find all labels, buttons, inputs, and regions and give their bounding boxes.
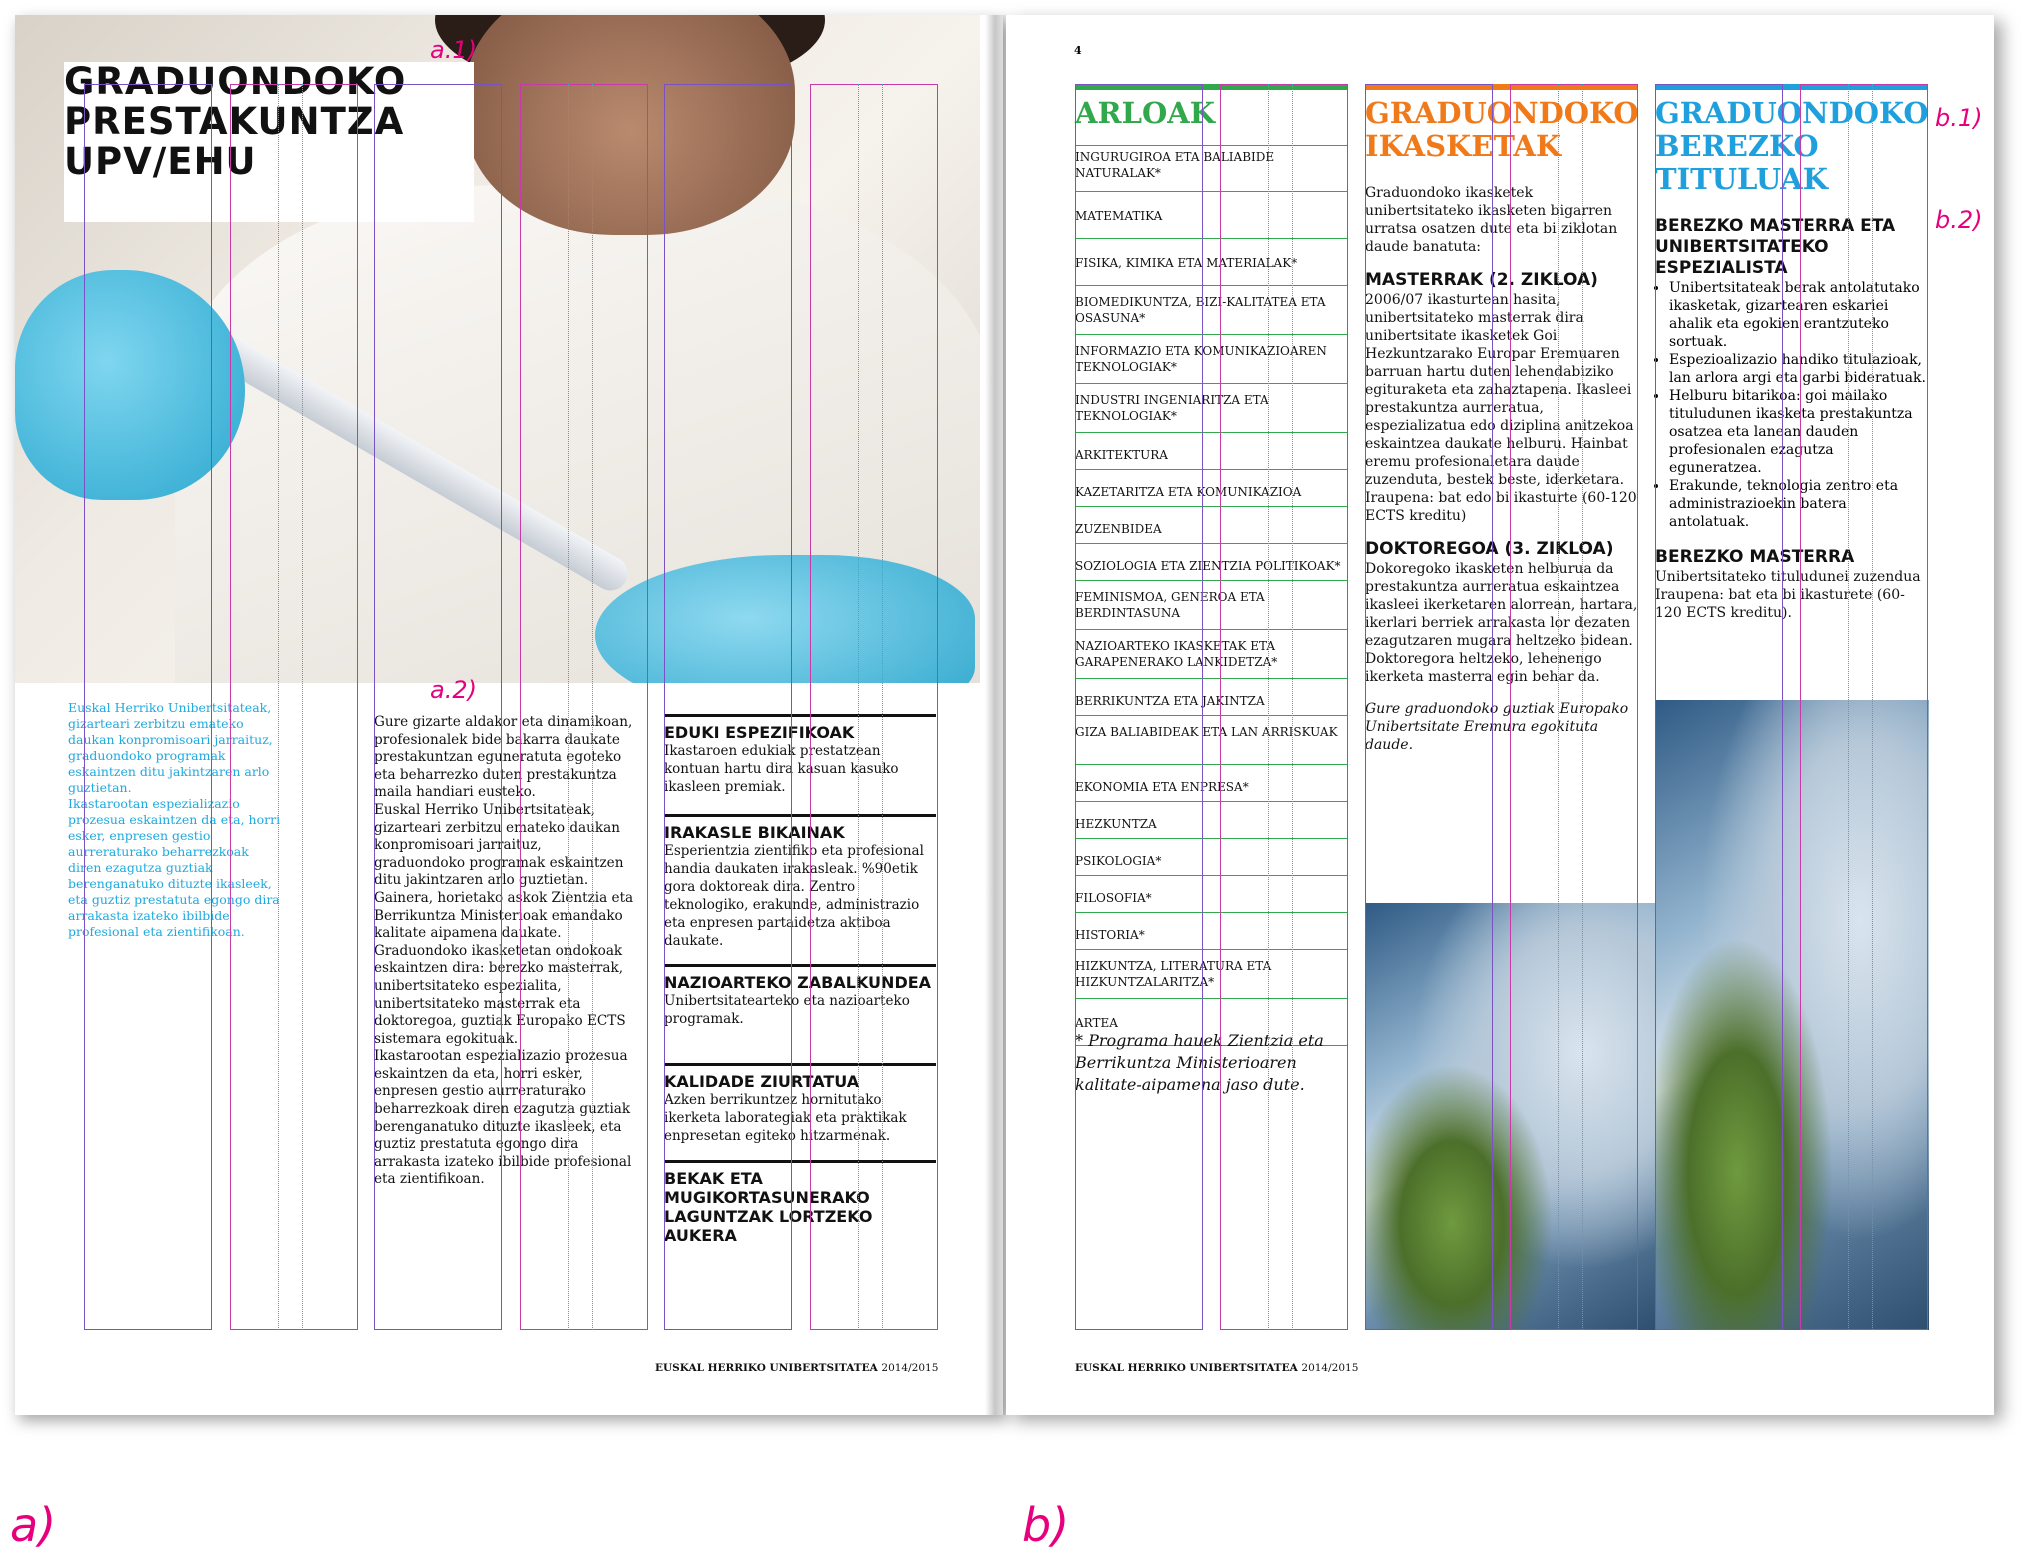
- list-item: HIZKUNTZA, LITERATURA ETA HIZKUNTZALARITZA*: [1075, 950, 1347, 999]
- feature-box: [664, 814, 936, 950]
- page-number: 4: [1074, 44, 1082, 57]
- feature-text: Unibertsitatearteko eta nazioarteko programak.: [664, 993, 910, 1027]
- aerial-photo-top: [1655, 700, 1929, 1330]
- list-item: INFORMAZIO ETA KOMUNIKAZIOAREN TEKNOLOGIAK*: [1075, 335, 1347, 384]
- list-item: GIZA BALIABIDEAK ETA LAN ARRISKUAK: [1075, 716, 1347, 765]
- list-item: • Helburu bitarikoa: goi mailako tituludunen ikasketa prestakuntza osatzea eta lanean dauden profesionalen ezagutza eguneratzea.: [1669, 387, 1930, 477]
- list-item: KAZETARITZA ETA KOMUNIKAZIOA: [1075, 470, 1347, 507]
- feature-text: Azken berrikuntzez hornitutako ikerketa laborategiak eta praktikak enpresetan egiteko hitzarmenak.: [664, 1092, 907, 1144]
- footer-university: EUSKAL HERRIKO UNIBERTSITATEA: [655, 1362, 878, 1374]
- master-text: 2006/07 ikasturtean hasita, unibertsitateko masterrak dira unibertsitate ikasketek Goi Hezkuntzarako Europar Eremuaren barruan hartu duten lehendabiziko egituraketa eta zahaztapena. Ikasleei prestakuntza aurreratua, espezializatua edo diziplina anitzekoa eskaintzea daukate helburu. Hainbat eremu profesionaletara daude zuzenduta, bestek beste, iderketara. Iraupena: bat edo bi ikasturte (60-120 ECTS kreditu): [1365, 292, 1637, 524]
- berezko-masterra-heading: BEREZKO MASTERRA: [1655, 547, 1855, 567]
- feature-box: [664, 714, 936, 796]
- main-title: [64, 62, 474, 222]
- label-a2: a.2): [430, 676, 477, 704]
- tituluak-title-line: BEREZKO: [1655, 129, 1819, 163]
- face-shape: [465, 15, 795, 235]
- ikasketak-title-line: IKASKETAK: [1365, 129, 1562, 163]
- title-line-3: UPV/EHU: [64, 140, 257, 183]
- intro-blue-para: Euskal Herriko Unibertsitateak, gizarteari zerbitzu emateko daukan konpromisoari jarraituz, graduondoko programak eskaintzen ditu jakintzaren arlo guztietan. Ikastarootan espezializazio prozesua eskaintzen da eta, horri esker, enpresen gestio aurreraturako beharrezkoak diren ezagutza guztiak berenganatuko dituzte ikasleek, eta guztiz prestatuta egongo dira arrakasta izateko ibilbide profesional eta zientifikoan.: [68, 700, 281, 939]
- feature-box: [664, 1063, 936, 1145]
- label-b1: b.1): [1935, 104, 1983, 132]
- feature-text: Ikastaroen edukiak prestatzean kontuan hartu dira kasuan kasuko ikasleen premiak.: [664, 743, 899, 795]
- ikasketak-intro: Graduondoko ikasketek unibertsitateko ikasketen bigarren urratsa osatzen dute eta bi ziklotan daude banatuta:: [1365, 185, 1618, 255]
- list-item: MATEMATIKA: [1075, 192, 1347, 239]
- list-item: • Espezioalizazio handiko titulazioak, lan arlora argi eta garbi bideratuak.: [1669, 351, 1930, 387]
- arloak-title: ARLOAK: [1075, 96, 1215, 130]
- list-item: FISIKA, KIMIKA ETA MATERIALAK*: [1075, 239, 1347, 286]
- ikasketak-title-line: GRADUONDOKO: [1365, 96, 1639, 130]
- list-item: EKONOMIA ETA ENPRESA*: [1075, 765, 1347, 802]
- list-item: PSIKOLOGIA*: [1075, 839, 1347, 876]
- label-b2: b.2): [1935, 206, 1983, 234]
- list-item: BERRIKUNTZA ETA JAKINTZA: [1075, 679, 1347, 716]
- footer-year: 2014/2015: [1301, 1362, 1359, 1374]
- feature-title: NAZIOARTEKO ZABALKUNDEA: [664, 973, 932, 992]
- intro-blue-text: [68, 700, 283, 940]
- master-heading: MASTERRAK (2. ZIKLOA): [1365, 270, 1598, 290]
- aerial-photo-bottom: [1365, 903, 1655, 1330]
- berezko-masterra-text: Unibertsitateko tituludunei zuzendua Iraupena: bat eta bi ikasturete (60-120 ECTS kreditu).: [1655, 569, 1921, 621]
- feature-box: [664, 1160, 936, 1245]
- doktore-text: Dokoregoko ikasketen helburua da prestakuntza aurreratua eskaintzea ikasleei ikerketaren alorrean, hartara, ikerlari berriek arrakasta lor dezaten ezagutzaren mugara heltzeko bidean. Doktoregora heltzeko, lehenengo ikerketa masterra egin behar da.: [1365, 561, 1638, 685]
- list-item: HEZKUNTZA: [1075, 802, 1347, 839]
- feature-title: EDUKI ESPEZIFIKOAK: [664, 723, 855, 742]
- orange-bar: [1365, 84, 1637, 90]
- left-footer: [655, 1362, 938, 1374]
- list-item: ARTEA: [1075, 999, 1347, 1046]
- tituluak-title-line: GRADUONDOKO: [1655, 96, 1929, 130]
- right-footer: [1075, 1362, 1358, 1374]
- title-line-2: PRESTAKUNTZA: [64, 100, 405, 143]
- figure-label-a: a): [10, 1498, 57, 1552]
- feature-text: Esperientzia zientifiko eta profesional handia daukaten irakasleak. %90etik gora doktoreak dira. Zentro teknologiko, erakunde, administrazio eta enpresen partaidetza aktiboa daukate.: [664, 843, 924, 949]
- ikasketak-title: [1365, 97, 1639, 163]
- ikasketak-note: Gure graduondoko guztiak Europako Unibertsitate Eremura egokituta daude.: [1365, 701, 1629, 753]
- tituluak-title: [1655, 97, 1929, 196]
- feature-title: IRAKASLE BIKAINAK: [664, 823, 845, 842]
- arloak-list: [1075, 145, 1347, 1046]
- list-item: INDUSTRI INGENIARITZA ETA TEKNOLOGIAK*: [1075, 384, 1347, 433]
- footer-university: EUSKAL HERRIKO UNIBERTSITATEA: [1075, 1362, 1298, 1374]
- list-item: ZUZENBIDEA: [1075, 507, 1347, 544]
- green-bar: [1075, 84, 1347, 90]
- berezko-master-heading: BEREZKO MASTERRA ETA UNIBERTSITATEKO ESPEZIALISTA: [1655, 216, 1896, 278]
- feature-title: KALIDADE ZIURTATUA: [664, 1072, 860, 1091]
- ikasketak-column: [1365, 184, 1640, 754]
- list-item: FILOSOFIA*: [1075, 876, 1347, 913]
- list-item: INGURUGIROA ETA BALIABIDE NATURALAK*: [1075, 146, 1347, 192]
- arloak-footnote: * Programa hauek Zientzia eta Berrikuntza Ministerioaren kalitate-aipamena jaso dute.: [1075, 1031, 1324, 1094]
- tituluak-title-line: TITULUAK: [1655, 162, 1828, 196]
- feature-title: BEKAK ETA MUGIKORTASUNERAKO LAGUNTZAK LORTZEKO AUKERA: [664, 1169, 873, 1245]
- list-item: FEMINISMOA, GENEROA ETA BERDINTASUNA: [1075, 581, 1347, 630]
- feature-box: [664, 964, 936, 1028]
- footer-year: 2014/2015: [881, 1362, 939, 1374]
- list-item: ARKITEKTURA: [1075, 433, 1347, 470]
- list-item: BIOMEDIKUNTZA, BIZI-KALITATEA ETA OSASUNA*: [1075, 286, 1347, 335]
- list-item: NAZIOARTEKO IKASKETAK ETA GARAPENERAKO LANKIDETZA*: [1075, 630, 1347, 679]
- body-text: Gure gizarte aldakor eta dinamikoan, profesionalek bide bakarra daukate prestakuntzan eguneratuta egoteko eta beharrezko duten prestakuntza maila handiari eusteko. Euskal Herriko Unibertsitateak, gizarteari zerbitzu emateko daukan konpromisoari jarraituz, graduondoko programak eskaintzen ditu jakintzaren arlo guztietan. Gainera, horietako askok Zientzia eta Berrikuntza Ministerioak emandako kalitate aipamena daukate. Graduondoko ikasketetan ondokoak eskaintzen dira: berezko masterrak, unibertsitateko espezialita, unibertsitateko masterrak eta doktoregoa, guztiak Europako ECTS sistemara egokituak. Ikastarootan espezializazio prozesua eskaintzen da eta, horri esker, enpresen gestio aurreraturako beharrezkoak diren ezagutza guztiak berenganatuko dituzte ikasleek, eta guztiz prestatuta egongo dira arrakasta izateko ibilbide profesional eta zientifikoan.: [374, 714, 634, 1188]
- list-item: SOZIOLOGIA ETA ZIENTZIA POLITIKOAK*: [1075, 544, 1347, 581]
- label-a1: a.1): [430, 36, 477, 64]
- figure-label-b: b): [1022, 1498, 1070, 1552]
- doktore-heading: DOKTOREGOA (3. ZIKLOA): [1365, 539, 1614, 559]
- blue-bar: [1655, 84, 1927, 90]
- title-line-1: GRADUONDOKO: [64, 60, 407, 103]
- list-item: • Erakunde, teknologia zentro eta administrazioekin batera antolatuak.: [1669, 477, 1930, 531]
- list-item: • Unibertsitateak berak antolatutako ikasketak, gizartearen eskariei ahalik eta egokien erantzuteko sortuak.: [1669, 279, 1930, 351]
- tituluak-column: [1655, 216, 1930, 622]
- berezko-bullets: [1655, 279, 1930, 531]
- list-item: HISTORIA*: [1075, 913, 1347, 950]
